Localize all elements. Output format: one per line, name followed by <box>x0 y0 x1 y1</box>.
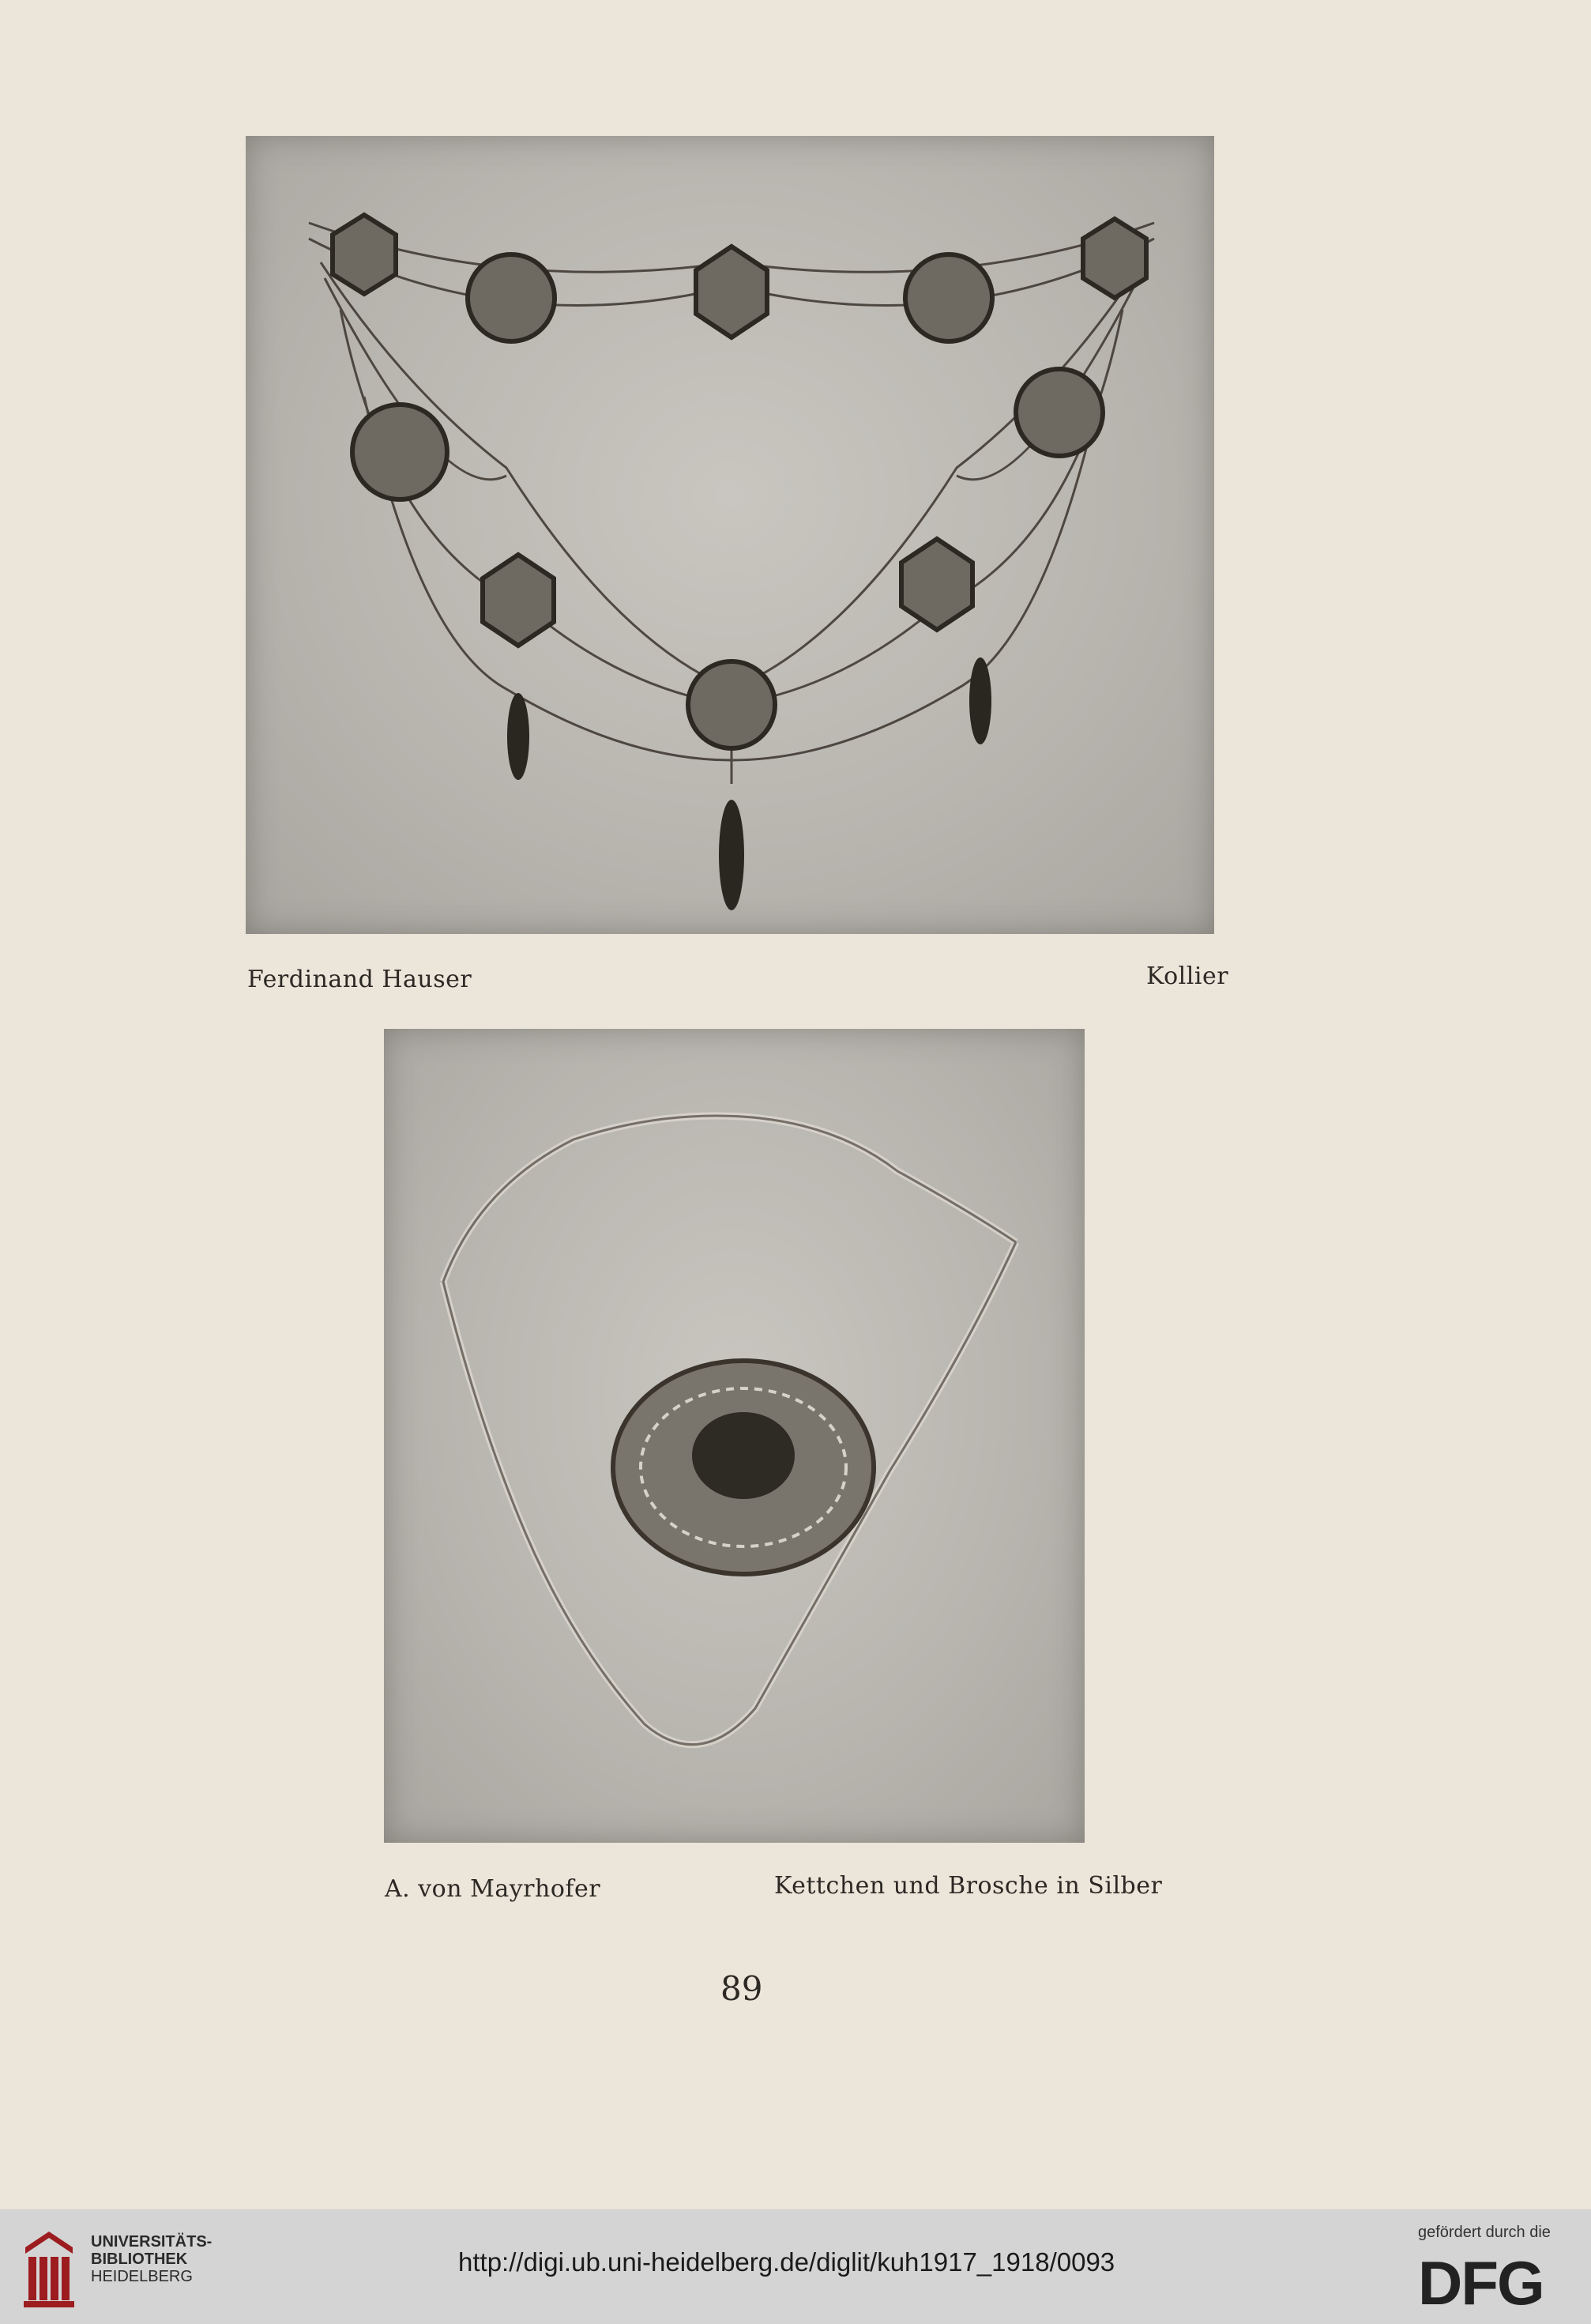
permalink-url[interactable]: http://digi.ub.uni-heidelberg.de/diglit/kuh1917_1918/0093 <box>458 2247 1115 2277</box>
dfg-logo: DFG <box>1418 2248 1544 2318</box>
photo-chain-and-brooch <box>384 1029 1085 1843</box>
footer-bar <box>0 2209 1591 2324</box>
photo-necklace <box>246 136 1214 934</box>
necklace-illustration <box>246 136 1214 934</box>
caption-title-bottom: Kettchen und Brosche in Silber <box>774 1872 1163 1900</box>
caption-artist-top: Ferdinand Hauser <box>247 966 472 993</box>
caption-title-top: Kollier <box>1146 962 1229 990</box>
library-name-line2: BIBLIOTHEK <box>91 2251 188 2268</box>
caption-artist-bottom: A. von Mayrhofer <box>385 1875 601 1903</box>
library-name-line1: UNIVERSITÄTS- <box>91 2233 213 2251</box>
page-number: 89 <box>720 1969 763 2008</box>
ub-heidelberg-logo-icon <box>17 2224 81 2311</box>
sponsor-label: gefördert durch die <box>1418 2224 1551 2241</box>
chain-brooch-illustration <box>384 1029 1085 1843</box>
library-name-line3: HEIDELBERG <box>91 2268 193 2285</box>
library-name <box>91 2233 212 2285</box>
